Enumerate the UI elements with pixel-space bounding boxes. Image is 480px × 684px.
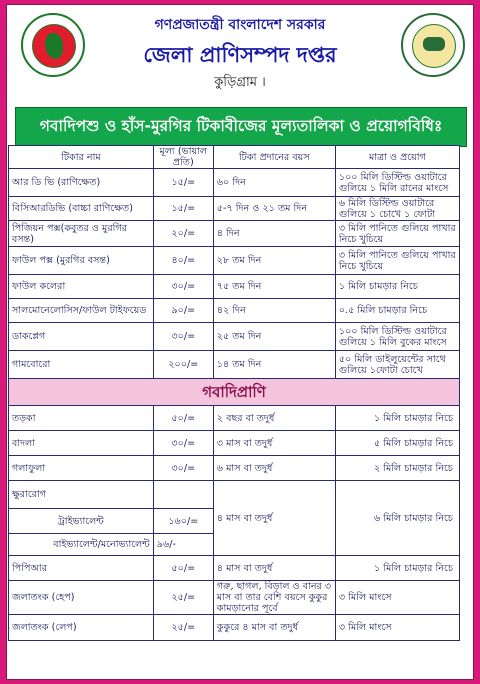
office-location: কুড়িগ্রাম । <box>214 75 266 90</box>
table-row <box>9 556 460 581</box>
vaccine-name: সালমোনেলোসিস/ফাউল টাইফয়েড <box>9 299 154 323</box>
vaccine-name: বিসিআরডিভি (বাচ্চা রাণিক্ষেত) <box>9 197 154 221</box>
vaccine-name: বাদলা <box>9 431 154 456</box>
page-title: গবাদিপশু ও হাঁস-মুরগির টিকাবীজের মূল্যতালিকা ও প্রয়োগবিধিঃ <box>15 107 467 147</box>
vaccine-name: গলাফুলা <box>9 456 154 481</box>
table-row <box>9 197 460 221</box>
vaccine-price: ২০/= <box>153 221 213 247</box>
vaccine-price: ৩০/= <box>153 323 213 351</box>
vaccine-age: ৭৫ তম দিন <box>213 275 335 299</box>
vaccine-dose: ১ মিলি চামড়ার নিচে <box>335 556 459 581</box>
vaccine-age: ২ বছর বা তদুর্ধ <box>213 406 335 431</box>
vaccine-age: ৪ দিন <box>213 221 335 247</box>
vaccine-dose: ৫০ মিলি ডাইলুয়েন্টের সাথে গুলিয়ে ১ফোটা চোখে <box>335 351 459 379</box>
vaccine-dose: ১০০ মিলি ডিস্টিল্ড ওয়াটারে গুলিয়ে ১ মিলি রানের মাংসে <box>335 169 459 197</box>
vaccine-name: পিজিয়ন পক্স(কবুতর ও মুরগির বসন্ত) <box>9 221 154 247</box>
office-name: জেলা প্রাণিসম্পদ দপ্তর <box>143 43 337 67</box>
vaccine-dose: ৩ মিলি পানিতে গুলিয়ে পাখার নিচে খুচিয়ে <box>335 221 459 247</box>
vaccine-price: ১৫/= <box>153 197 213 221</box>
column-header-dose: মাত্রা ও প্রয়োগ <box>335 146 459 169</box>
vaccine-subtype: বাইভ্যালেন্ট/মনোভ্যালেন্ট <box>9 534 154 556</box>
vaccine-price: ৩০/= <box>153 431 213 456</box>
vaccine-age: ৪ মাস বা তদুর্ধ <box>213 481 335 556</box>
vaccine-price: ৪০/= <box>153 247 213 275</box>
vaccine-name: ক্ষুরারোগ <box>9 481 154 509</box>
vaccine-dose: ১০০ মিলি ডিস্টিল্ড ওয়াটারে গুলিয়ে ১ মিলি বুকের মাংসে <box>335 323 459 351</box>
vaccine-dose: ৬ মিলি ডিস্টিল্ড ওয়াটারে গুলিয়ে ১ চোখে ১ ফোটা <box>335 197 459 221</box>
livestock-rows <box>9 379 460 641</box>
table-row <box>9 615 460 641</box>
vaccine-age: ২৮ তম দিন <box>213 247 335 275</box>
table-header-row <box>9 146 460 169</box>
vaccine-price: ৫০/= <box>153 406 213 431</box>
table-row <box>9 456 460 481</box>
column-header-age: টিকা প্রদানের বয়স <box>213 146 335 169</box>
vaccine-price: ৫০/= <box>153 556 213 581</box>
vaccine-dose: ৫ মিলি চামড়ার নিচে <box>335 431 459 456</box>
header <box>7 5 473 105</box>
livestock-section-title: গবাদিপ্রাণি <box>9 379 460 406</box>
vaccine-name: আর ডি ভি (রাণিক্ষেত) <box>9 169 154 197</box>
vaccine-name: ফাউল কলেরা <box>9 275 154 299</box>
column-header-name: টিকার নাম <box>9 146 154 169</box>
table-row <box>9 431 460 456</box>
vaccine-price: ৩০/= <box>153 275 213 299</box>
vaccine-age: ৪২ দিন <box>213 299 335 323</box>
vaccine-price: ১৫/= <box>153 169 213 197</box>
vaccine-name: তড়কা <box>9 406 154 431</box>
vaccine-age: ১৪ তম দিন <box>213 351 335 379</box>
vaccine-dose: ৩ মিলি পানিতে গুলিয়ে পাখার নিচে খুচিয়ে <box>335 247 459 275</box>
vaccine-age: কুকুরে ৪ মাস বা তদুর্ধ <box>213 615 335 641</box>
vaccine-age: ৬০ দিন <box>213 169 335 197</box>
vaccine-name: ডাকপ্লেগ <box>9 323 154 351</box>
vaccine-age: ৫-৭ দিন ও ২১ তম দিন <box>213 197 335 221</box>
vaccine-rate-table <box>8 145 460 641</box>
table-row <box>9 581 460 615</box>
vaccine-price: ১৬০/= <box>153 509 213 534</box>
table-row <box>9 351 460 379</box>
poultry-rows <box>9 169 460 379</box>
vaccine-dose: ৩ মিলি মাংসে <box>335 581 459 615</box>
vaccine-price: ৯০/= <box>153 299 213 323</box>
vaccine-price: ২৫/= <box>153 581 213 615</box>
vaccine-price: ৩০/= <box>153 456 213 481</box>
table-row <box>9 299 460 323</box>
vaccine-subtype: ট্রাইভ্যালেন্ট <box>9 509 154 534</box>
vaccine-dose: ৩ মিলি মাংসে <box>335 615 459 641</box>
vaccine-dose: ৬ মিলি চামড়ার নিচে <box>335 481 459 556</box>
vaccine-age: ৩ মাস বা তদুর্ধ <box>213 431 335 456</box>
table-row <box>9 275 460 299</box>
vaccine-price: ৯৬/- <box>153 534 213 556</box>
vaccine-age: ২৫ তম দিন <box>213 323 335 351</box>
table-row <box>9 406 460 431</box>
column-header-price: মূল্য (ভায়াল প্রতি) <box>153 146 213 169</box>
vaccine-name: পিপিআর <box>9 556 154 581</box>
livestock-section-header <box>9 379 460 406</box>
vaccine-name: জলাতংক (লেপ) <box>9 615 154 641</box>
vaccine-age: ৪ মাস বা তদুর্ধ <box>213 556 335 581</box>
vaccine-dose: ১ মিলি চামড়ার নিচে <box>335 406 459 431</box>
table-row <box>9 247 460 275</box>
table-row <box>9 169 460 197</box>
vaccine-dose: ২ মিলি চামড়ার নিচে <box>335 456 459 481</box>
vaccine-dose: ০.৫ মিলি চামড়ার নিচে <box>335 299 459 323</box>
vaccine-dose: ১ মিলি চামড়ার নিচে <box>335 275 459 299</box>
vaccine-age: গরু, ছাগল, বিড়াল ও বানর ৩ মাস বা তার বেশি বয়সে কুকুর কামড়ানোর পূর্বে <box>213 581 335 615</box>
table-row <box>9 221 460 247</box>
vaccine-name: জলাতংক (হেপ) <box>9 581 154 615</box>
table-row <box>9 323 460 351</box>
vaccine-price: ২৫/= <box>153 615 213 641</box>
vaccine-price: ২০০/= <box>153 351 213 379</box>
table-row <box>9 481 460 509</box>
vaccine-age: ৬ মাস বা তদুর্ধ <box>213 456 335 481</box>
vaccine-name: ফাউল পক্স (মুরগির বসন্ত) <box>9 247 154 275</box>
government-name: গণপ্রজাতন্ত্রী বাংলাদেশ সরকার <box>154 17 326 33</box>
vaccine-name: গামবোরো <box>9 351 154 379</box>
